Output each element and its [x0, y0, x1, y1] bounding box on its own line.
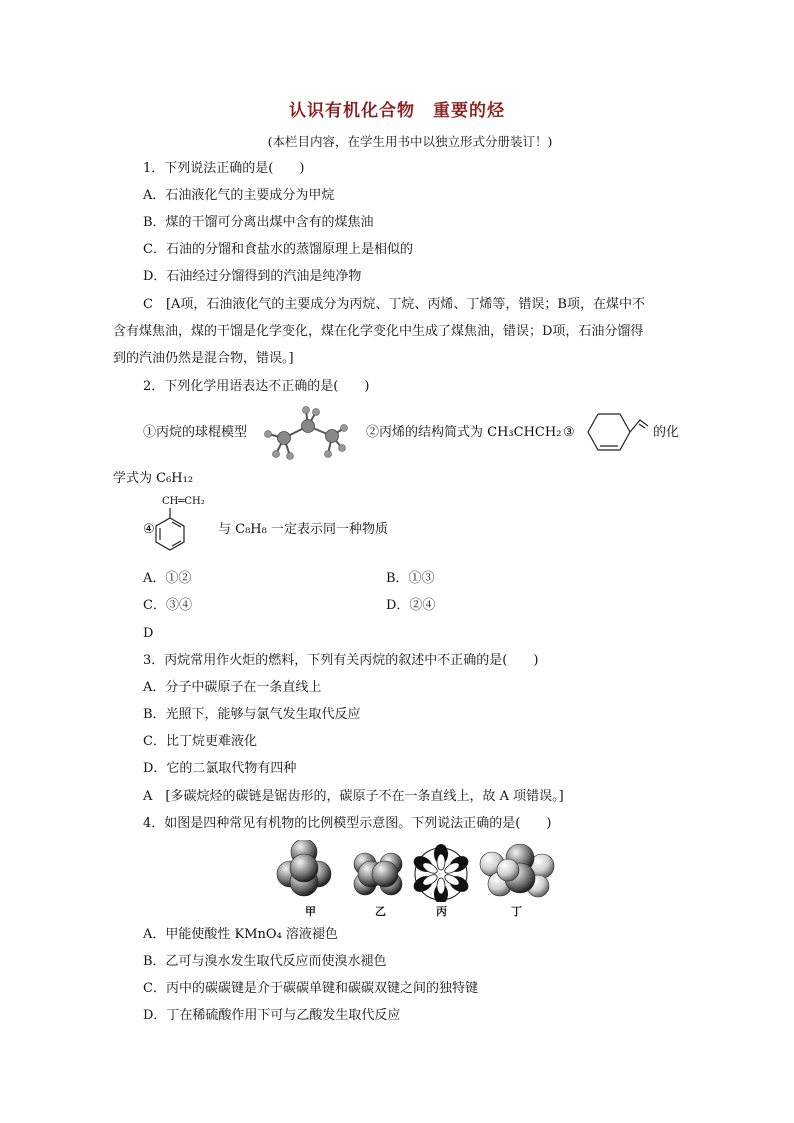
propane-ball-stick-model-icon — [256, 404, 352, 462]
benzene-model-icon — [411, 844, 471, 902]
q2-option-b: B．①③ — [386, 571, 435, 586]
q3-stem: 3．丙烷常用作火炬的燃料，下列有关丙烷的叙述中不正确的是( ) — [143, 653, 539, 668]
q2-option-a: A．①② — [143, 571, 192, 586]
q2-option-c: C．③④ — [143, 598, 192, 613]
page-title: 认识有机化合物 重要的烃 — [289, 101, 505, 121]
q3-option-d: D．它的二氯取代物有四种 — [143, 761, 297, 776]
space-filling-models-figure — [270, 840, 560, 902]
styrene-vinyl-label: CH═CH₂ — [162, 496, 205, 507]
ethylene-model-icon — [354, 853, 402, 895]
q4-option-b: B．乙可与溴水发生取代反应而使溴水褪色 — [143, 954, 387, 969]
ethanol-model-icon — [480, 844, 554, 897]
q1-option-b: B．煤的干馏可分离出煤中含有的煤焦油 — [143, 215, 374, 230]
q3-option-a: A．分子中碳原子在一条直线上 — [143, 680, 322, 695]
methane-model-icon — [277, 840, 331, 896]
q2-item-4-number: ④ — [143, 522, 155, 537]
model-label-jia: 甲 — [305, 905, 316, 918]
q1-answer-line-1: C [A项，石油液化气的主要成分为丙烷、丁烷、丙烯、丁烯等，错误；B项，在煤中不 — [143, 297, 645, 312]
page-subtitle: (本栏目内容，在学生用书中以独立形式分册装订！) — [267, 134, 553, 149]
model-label-ding: 丁 — [511, 905, 522, 918]
q4-option-c: C．丙中的碳碳键是介于碳碳单键和碳碳双键之间的独特键 — [143, 981, 478, 996]
q2-item-3-number: ③ — [563, 425, 575, 440]
q2-item-3-continued: 学式为 C₆H₁₂ — [113, 471, 194, 486]
q1-answer-line-2: 含有煤焦油，煤的干馏是化学变化，煤在化学变化中生成了煤焦油，错误；D项，石油分馏得 — [113, 324, 644, 339]
styrene-benzene-ring-icon — [152, 508, 188, 558]
q1-option-c: C．石油的分馏和食盐水的蒸馏原理上是相似的 — [143, 242, 413, 257]
q3-option-b: B．光照下，能够与氯气发生取代反应 — [143, 707, 361, 722]
q4-option-a: A．甲能使酸性 KMnO₄ 溶液褪色 — [143, 927, 338, 942]
q2-item-4-text: 与 C₈H₈ 一定表示同一种物质 — [218, 522, 388, 537]
q2-answer: D — [143, 626, 154, 641]
q3-option-c: C．比丁烷更难液化 — [143, 734, 257, 749]
vinyl-cyclohexene-structure-icon — [580, 410, 650, 454]
q2-item-2: ②丙烯的结构简式为 CH₃CHCH₂ — [366, 425, 562, 440]
model-label-bing: 丙 — [436, 905, 447, 918]
q2-item-3-tail: 的化 — [653, 425, 680, 440]
q2-item-1: ①丙烷的球棍模型 — [143, 425, 248, 440]
q1-stem: 1．下列说法正确的是( ) — [143, 161, 305, 176]
q4-stem: 4．如图是四种常见有机物的比例模型示意图。下列说法正确的是( ) — [143, 816, 552, 831]
q1-option-d: D．石油经过分馏得到的汽油是纯净物 — [143, 269, 362, 284]
model-label-yi: 乙 — [375, 905, 386, 918]
q2-stem: 2．下列化学用语表达不正确的是( ) — [143, 379, 370, 394]
q1-option-a: A．石油液化气的主要成分为甲烷 — [143, 188, 335, 203]
q4-option-d: D．丁在稀硫酸作用下可与乙酸发生取代反应 — [143, 1008, 401, 1023]
q3-answer: A [多碳烷烃的碳链是锯齿形的，碳原子不在一条直线上，故 A 项错误。] — [143, 789, 564, 804]
q1-answer-line-3: 到的汽油仍然是混合物，错误。] — [113, 351, 294, 366]
q2-option-d: D．②④ — [386, 598, 436, 613]
